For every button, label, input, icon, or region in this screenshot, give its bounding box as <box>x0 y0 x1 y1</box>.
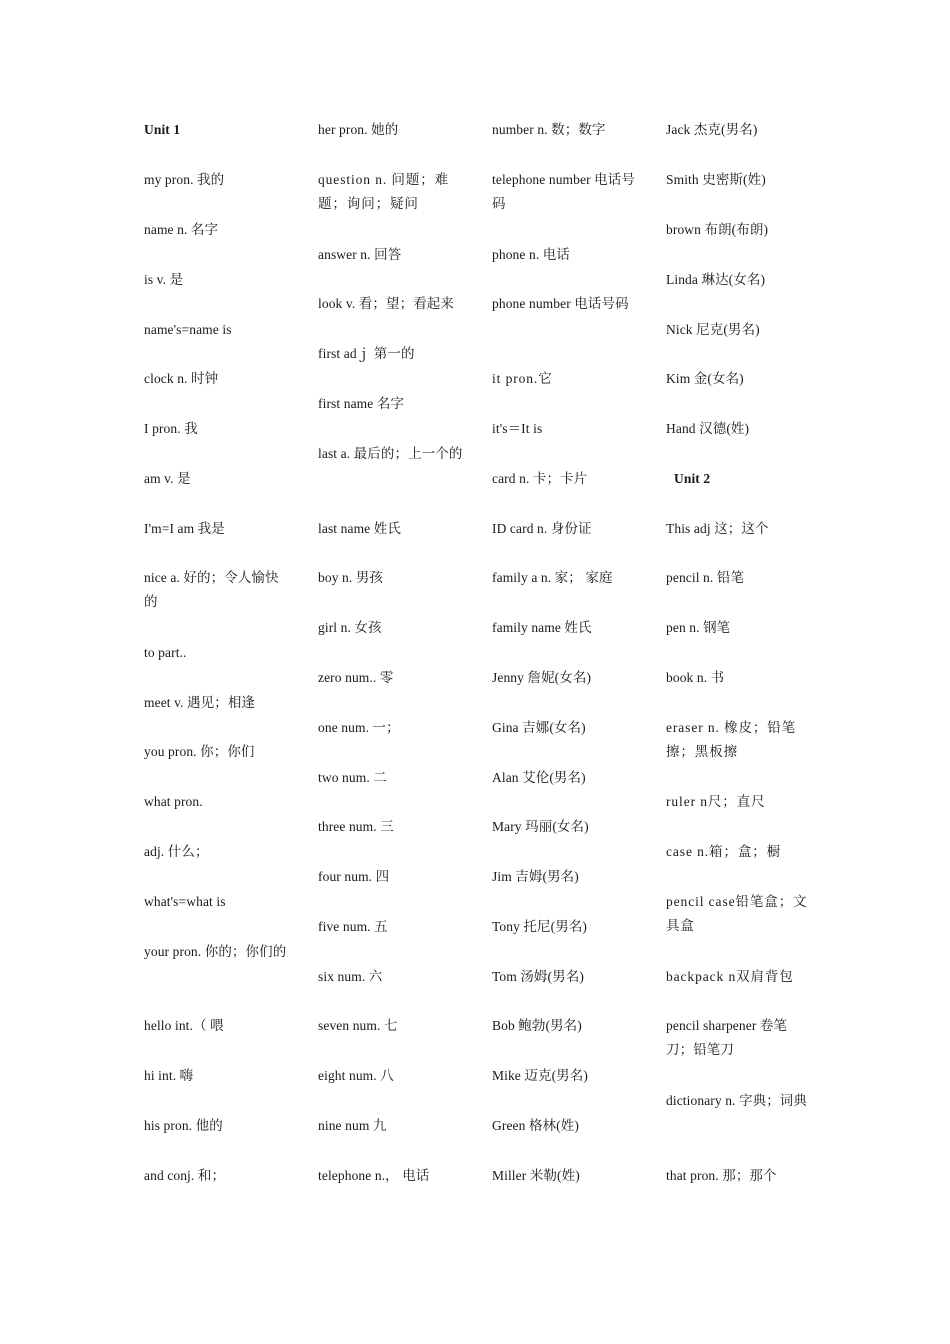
vocab-entry: four num. 四 <box>318 869 390 884</box>
vocab-entry: Nick 尼克(男名) <box>666 322 760 337</box>
vocab-entry: Mary 玛丽(女名) <box>492 819 589 834</box>
vocab-entry: Tom 汤姆(男名) <box>492 969 584 984</box>
vocab-entry: hello int.（ 喂 <box>144 1018 224 1033</box>
vocab-entry: ID card n. 身份证 <box>492 521 592 536</box>
vocab-entry: look v. 看；望；看起来 <box>318 296 454 311</box>
vocab-entry: family name 姓氏 <box>492 620 592 635</box>
vocab-entry: you pron. 你；你们 <box>144 744 255 759</box>
vocab-column-3 <box>492 0 642 1344</box>
vocab-entry: to part.. <box>144 645 187 660</box>
vocab-column-4 <box>666 0 816 1344</box>
vocab-entry: that pron. 那；那个 <box>666 1168 777 1183</box>
vocab-entry: answer n. 回答 <box>318 247 402 262</box>
vocab-entry: Jenny 詹妮(女名) <box>492 670 592 685</box>
vocab-entry: is v. 是 <box>144 272 184 287</box>
vocab-entry: what pron. <box>144 794 203 809</box>
vocab-entry: I'm=I am 我是 <box>144 521 225 536</box>
vocab-entry: clock n. 时钟 <box>144 371 219 386</box>
vocab-entry: dictionary n. 字典；词典 <box>666 1093 808 1108</box>
unit-heading: Unit 1 <box>144 122 181 137</box>
vocab-entry: what's=what is <box>144 894 226 909</box>
vocab-entry: case n.箱；盒；橱 <box>666 844 782 859</box>
vocab-entry: Smith 史密斯(姓) <box>666 172 766 187</box>
vocab-entry: your pron. 你的；你们的 <box>144 944 287 959</box>
vocab-entry: family a n. 家； 家庭 <box>492 570 613 585</box>
vocab-entry: Jack 杰克(男名) <box>666 122 758 137</box>
vocab-entry: backpack n双肩背包 <box>666 969 794 984</box>
vocab-entry: six num. 六 <box>318 969 383 984</box>
vocab-entry: eight num. 八 <box>318 1068 394 1083</box>
vocab-entry: book n. 书 <box>666 670 725 685</box>
vocab-entry: my pron. 我的 <box>144 172 225 187</box>
vocab-entry: question n. 问题；难题；询问；疑问 <box>318 172 450 211</box>
vocab-entry: five num. 五 <box>318 919 388 934</box>
vocab-entry: last a. 最后的；上一个的 <box>318 446 463 461</box>
vocab-entry: adj. 什么； <box>144 844 209 859</box>
vocab-entry: pencil n. 铅笔 <box>666 570 745 585</box>
vocab-entry: Kim 金(女名) <box>666 371 744 386</box>
vocab-entry: boy n. 男孩 <box>318 570 384 585</box>
vocab-entry: phone n. 电话 <box>492 247 570 262</box>
vocab-entry: meet v. 遇见；相逢 <box>144 695 256 710</box>
vocab-entry: pencil case铅笔盒；文具盒 <box>666 894 808 933</box>
vocab-entry: ruler n尺；直尺 <box>666 794 766 809</box>
vocab-entry: it pron.它 <box>492 371 553 386</box>
vocab-entry: Alan 艾伦(男名) <box>492 770 586 785</box>
vocab-entry: it's＝It is <box>492 421 543 436</box>
vocab-entry: This adj 这；这个 <box>666 521 769 536</box>
vocab-entry: Miller 米勒(姓) <box>492 1168 580 1183</box>
vocab-entry: I pron. 我 <box>144 421 198 436</box>
vocab-entry: Tony 托尼(男名) <box>492 919 588 934</box>
vocab-entry: brown 布朗(布朗) <box>666 222 769 237</box>
vocab-entry: his pron. 他的 <box>144 1118 223 1133</box>
vocab-entry: telephone number 电话号码 <box>492 172 635 211</box>
vocab-entry: seven num. 七 <box>318 1018 398 1033</box>
vocab-entry: two num. 二 <box>318 770 387 785</box>
vocab-column-2 <box>318 0 468 1344</box>
vocab-entry: Jim 吉姆(男名) <box>492 869 579 884</box>
vocab-entry: Gina 吉娜(女名) <box>492 720 586 735</box>
vocab-entry: Linda 琳达(女名) <box>666 272 766 287</box>
vocab-entry: her pron. 她的 <box>318 122 399 137</box>
vocab-entry: three num. 三 <box>318 819 394 834</box>
vocab-entry: number n. 数；数字 <box>492 122 606 137</box>
vocab-entry: zero num.. 零 <box>318 670 394 685</box>
vocab-entry: last name 姓氏 <box>318 521 401 536</box>
vocab-entry: card n. 卡；卡片 <box>492 471 588 486</box>
vocab-entry: Bob 鲍勃(男名) <box>492 1018 582 1033</box>
vocab-entry: name n. 名字 <box>144 222 219 237</box>
vocab-entry: am v. 是 <box>144 471 191 486</box>
vocab-entry: pencil sharpener 卷笔刀；铅笔刀 <box>666 1018 788 1057</box>
vocab-entry: first name 名字 <box>318 396 405 411</box>
unit-heading: Unit 2 <box>674 471 711 486</box>
vocab-entry: eraser n. 橡皮；铅笔擦；黑板擦 <box>666 720 797 759</box>
vocab-entry: nine num 九 <box>318 1118 387 1133</box>
vocab-entry: nice a. 好的；令人愉快的 <box>144 570 279 609</box>
vocab-entry: first adｊ 第一的 <box>318 346 415 361</box>
vocab-entry: Hand 汉德(姓) <box>666 421 750 436</box>
vocab-entry: hi int. 嗨 <box>144 1068 194 1083</box>
vocab-entry: Green 格林(姓) <box>492 1118 579 1133</box>
vocab-entry: one num. 一； <box>318 720 400 735</box>
vocab-entry: telephone n.， 电话 <box>318 1168 430 1183</box>
vocab-entry: name's=name is <box>144 322 232 337</box>
vocab-entry: and conj. 和； <box>144 1168 226 1183</box>
vocab-entry: girl n. 女孩 <box>318 620 382 635</box>
vocab-column-1 <box>144 0 294 1344</box>
vocab-entry: phone number 电话号码 <box>492 296 629 311</box>
vocab-entry: pen n. 钢笔 <box>666 620 731 635</box>
vocab-entry: Mike 迈克(男名) <box>492 1068 588 1083</box>
